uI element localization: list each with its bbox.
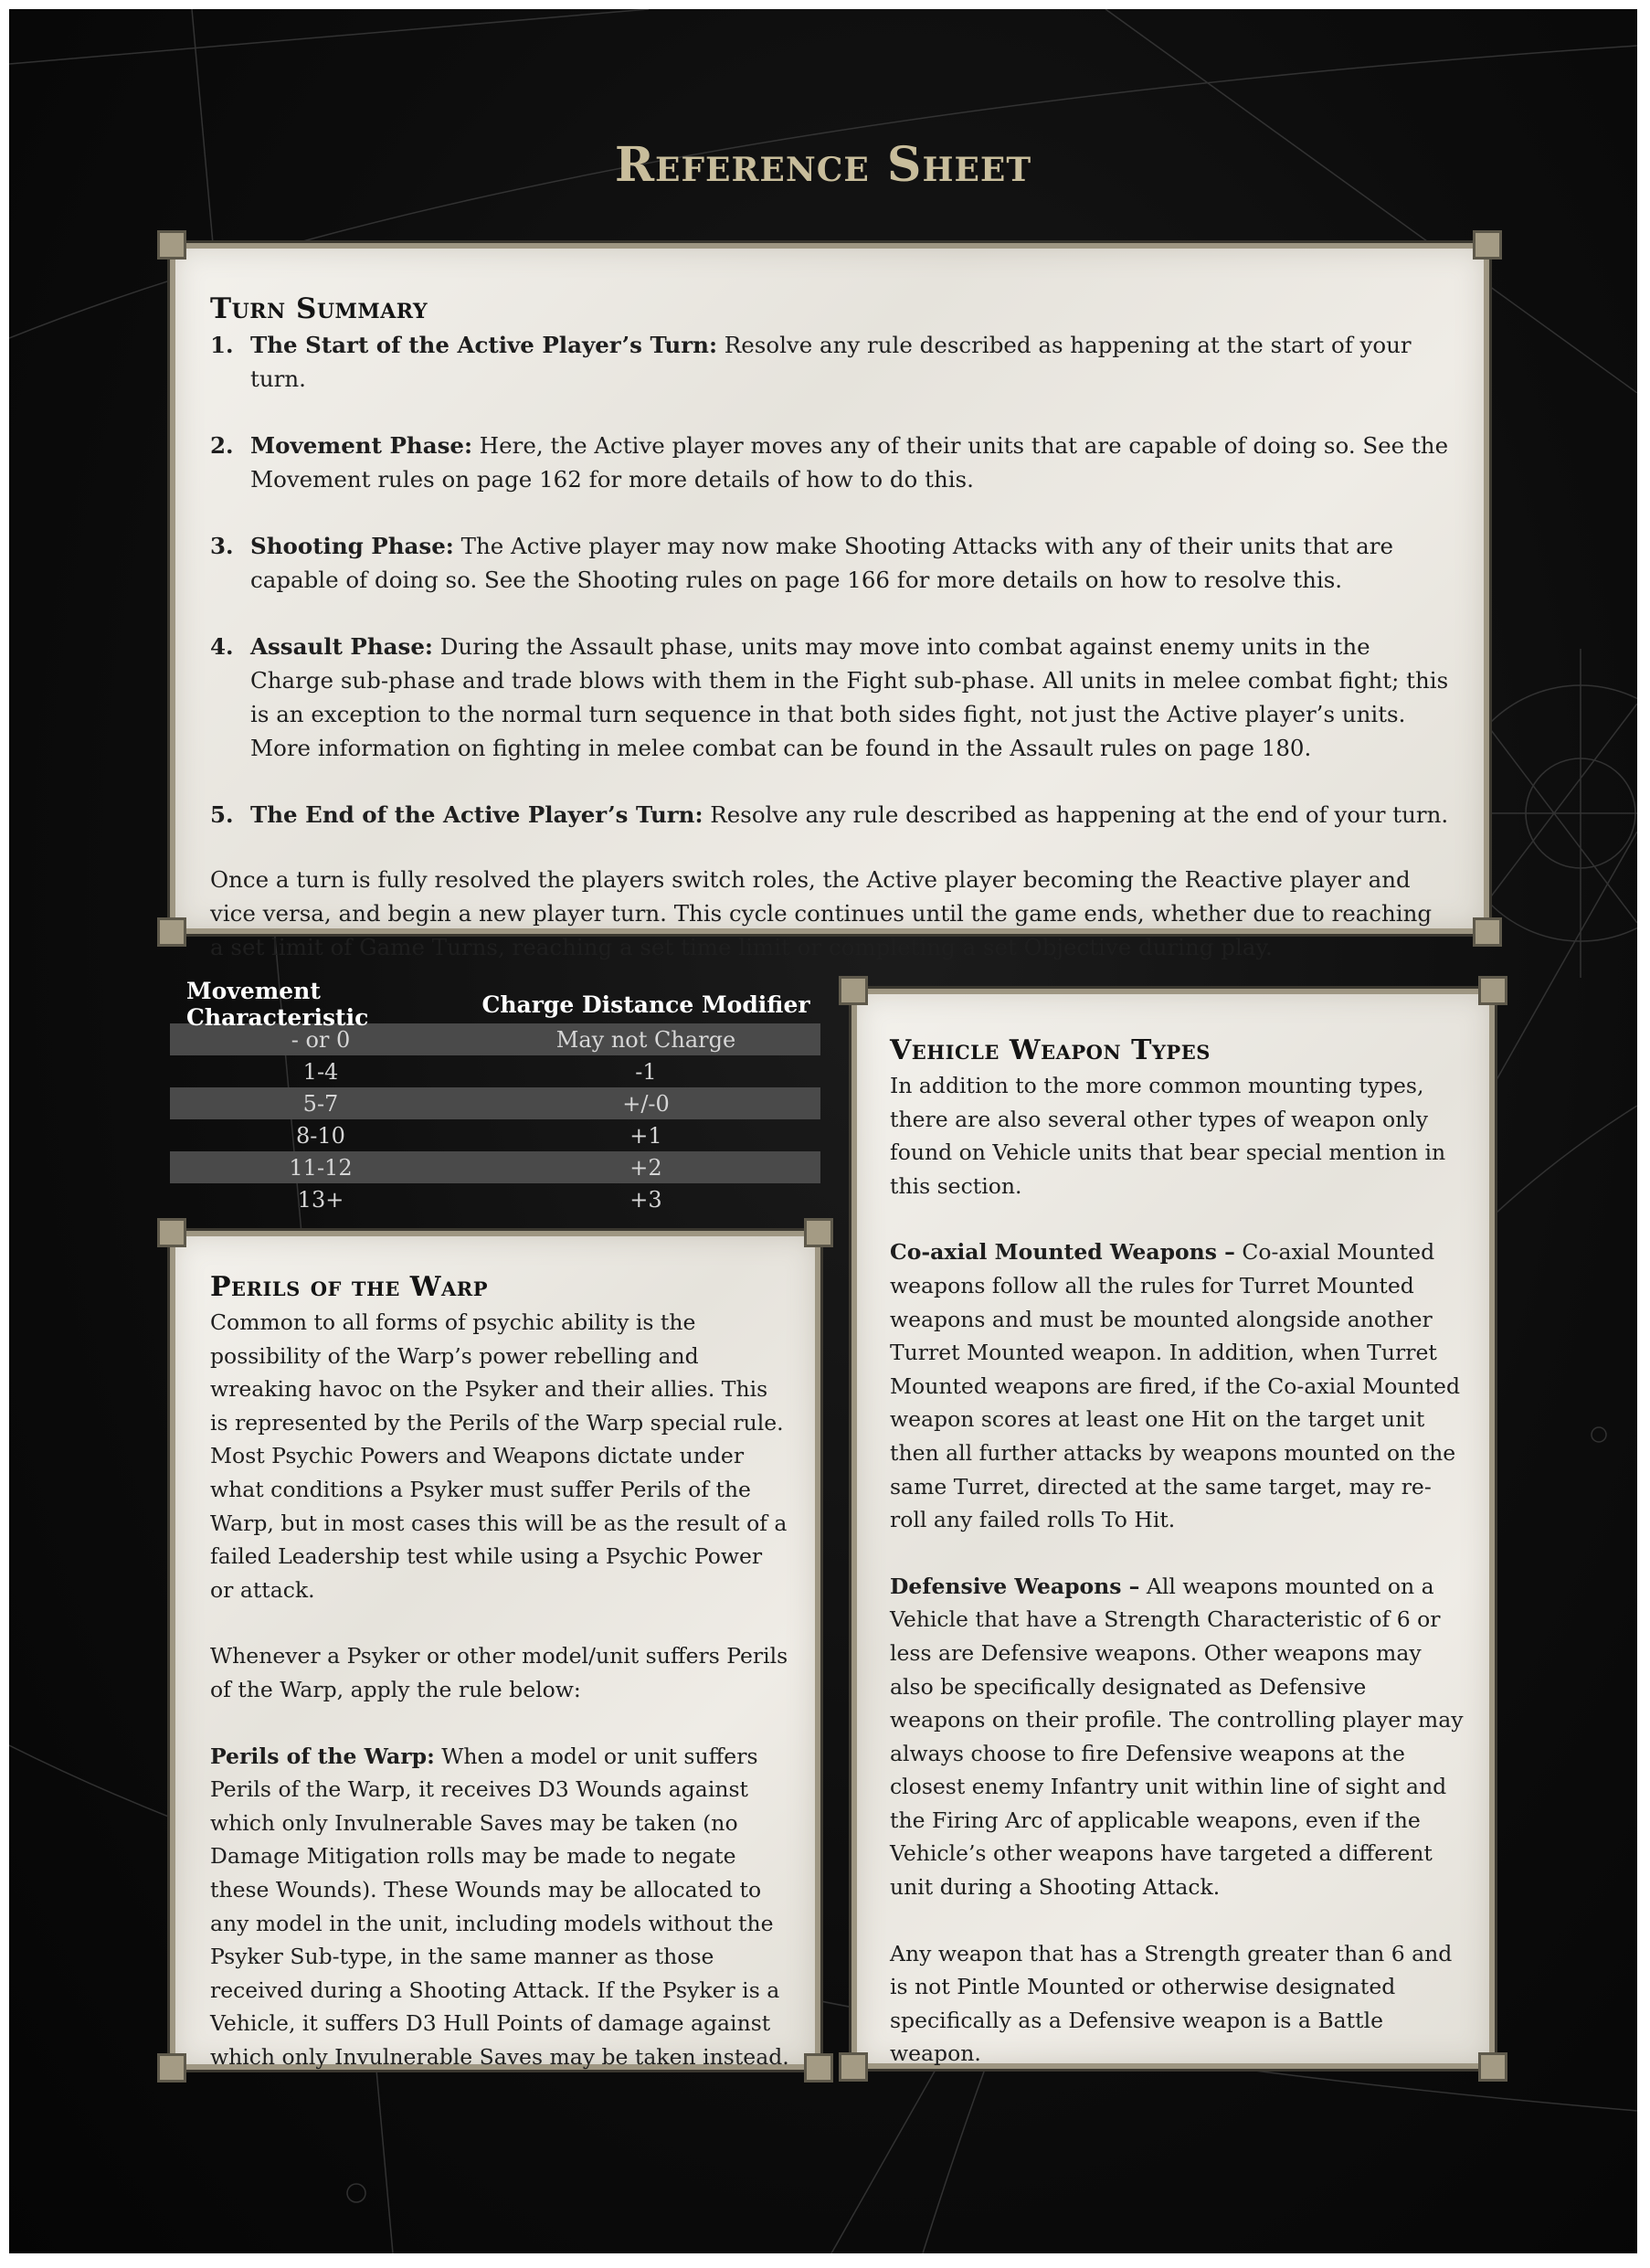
step-text	[250, 429, 1451, 496]
vehicle-weapon-types-panel	[851, 989, 1495, 2069]
charge-distance-table	[170, 978, 820, 1215]
step-number: 5.	[210, 801, 234, 828]
modifier-cell: +1	[629, 1122, 662, 1149]
table-row	[170, 1119, 820, 1151]
panel-corner	[157, 2053, 186, 2083]
header-movement-characteristic: Movement Characteristic	[186, 978, 369, 1031]
table-header-row	[170, 978, 820, 1031]
turn-summary-closing: Once a turn is fully resolved the players switch roles, the Active player becoming the Reactive player and vice versa, and begin a new player turn. This cycle continues until the game ends, whether due to reaching a set limit of Game Turns, reaching a set time limit or completing a set Objective during play.	[210, 866, 1433, 960]
coaxial-label: Co-axial Mounted Weapons –	[890, 1239, 1235, 1266]
movement-cell: 11-12	[289, 1154, 353, 1181]
table-row	[170, 1183, 820, 1215]
movement-cell: - or 0	[291, 1026, 351, 1053]
turn-step	[210, 630, 1451, 765]
movement-cell: 8-10	[296, 1122, 345, 1149]
perils-rule-label: Perils of the Warp:	[210, 1743, 435, 1769]
step-label: Movement Phase:	[250, 432, 472, 459]
defensive-label: Defensive Weapons –	[890, 1573, 1140, 1599]
panel-corner	[839, 976, 868, 1005]
turn-step	[210, 429, 1451, 496]
movement-cell: 13+	[297, 1186, 344, 1213]
table-row	[170, 1087, 820, 1119]
panel-corner	[157, 230, 186, 260]
panel-corner	[839, 2052, 868, 2082]
vehicle-intro: In addition to the more common mounting types, there are also several other types of weapon only found on Vehicle units that bear special mention in this section.	[890, 1073, 1446, 1199]
table-row	[170, 1023, 820, 1055]
perils-heading: Perils of the Warp	[210, 1271, 489, 1303]
movement-cell: 5-7	[302, 1090, 339, 1117]
perils-intro: Common to all forms of psychic ability is the possibility of the Warp’s power rebelling and wreaking havoc on the Psyker and their allies. This is represented by the Perils of the Warp special rule. Most Psychic Powers and Weapons dictate under what conditions a Psyker must suffer Perils of the Warp, but in most cases this will be as the result of a failed Leadership test while using a Psychic Power or attack.	[210, 1309, 788, 1603]
panel-corner	[1478, 2052, 1507, 2082]
step-text	[250, 798, 1451, 832]
panel-corner	[1478, 976, 1507, 1005]
modifier-cell: -1	[635, 1058, 657, 1085]
turn-steps-list	[210, 328, 1451, 832]
panel-corner	[1473, 917, 1502, 947]
panel-corner	[157, 1218, 186, 1247]
step-number: 1.	[210, 332, 234, 358]
step-description: The Active player may now make Shooting Attacks with any of their units that are capable of doing so. See the Shooting rules on page 166 for more details on how to resolve this.	[250, 533, 1394, 593]
turn-step	[210, 529, 1451, 597]
step-number: 2.	[210, 432, 234, 459]
step-description: Resolve any rule described as happening at the start of your turn.	[250, 332, 1412, 392]
turn-summary-panel	[170, 243, 1489, 960]
step-description: Here, the Active player moves any of their units that are capable of doing so. See the Movement rules on page 162 for more details of how to do this.	[250, 432, 1449, 493]
perils-paragraph: Whenever a Psyker or other model/unit suffers Perils of the Warp, apply the rule below:	[210, 1643, 788, 1702]
step-description: Resolve any rule described as happening at the end of your turn.	[703, 801, 1449, 828]
turn-summary-heading: Turn Summary	[210, 292, 428, 325]
modifier-cell: May not Charge	[555, 1026, 736, 1053]
step-label: Shooting Phase:	[250, 533, 454, 559]
defensive-paragraph	[890, 1570, 1465, 1904]
step-label: Assault Phase:	[250, 633, 433, 660]
perils-rule	[210, 1740, 789, 2074]
modifier-cell: +/-0	[622, 1090, 670, 1117]
defensive-text: All weapons mounted on a Vehicle that have a Strength Characteristic of 6 or less are Defensive weapons. Other weapons may also be specifically designated as Defensive weapons on their profile. The controlling player may always choose to fire Defensive weapons at the closest enemy Infantry unit within line of sight and the Firing Arc of applicable weapons, even if the Vehicle’s other weapons have targeted a different unit during a Shooting Attack.	[890, 1573, 1464, 1901]
step-text	[250, 630, 1451, 765]
step-text	[250, 529, 1451, 597]
step-description: During the Assault phase, units may move into combat against enemy units in the Charge sub-phase and trade blows with them in the Fight sub-phase. All units in melee combat fight; this is an exception to the normal turn sequence in that both sides fight, not just the Active player’s units. More information on fighting in melee combat can be found in the Assault rules on page 180.	[250, 633, 1449, 761]
coaxial-paragraph	[890, 1235, 1465, 1536]
vehicle-heading: Vehicle Weapon Types	[890, 1034, 1211, 1066]
page-background	[9, 9, 1637, 2253]
step-number: 4.	[210, 633, 234, 660]
turn-step	[210, 798, 1451, 832]
movement-cell: 1-4	[302, 1058, 339, 1085]
perils-rule-text: When a model or unit suffers Perils of the Warp, it receives D3 Wounds against which only Invulnerable Saves may be taken (no Damage Mitigation rolls may be made to negate these Wounds). These Wounds may be allocated to any model in the unit, including models without the Psyker Sub-type, in the same manner as those received during a Shooting Attack. If the Psyker is a Vehicle, it suffers D3 Hull Points of damage against which only Invulnerable Saves may be taken instead.	[210, 1743, 789, 2070]
step-label: The Start of the Active Player’s Turn:	[250, 332, 718, 358]
modifier-cell: +2	[629, 1154, 662, 1181]
table-row	[170, 1055, 820, 1087]
battle-weapon-paragraph: Any weapon that has a Strength greater than 6 and is not Pintle Mounted or otherwise designated specifically as a Defensive weapon is a Battle weapon.	[890, 1940, 1453, 2067]
step-number: 3.	[210, 533, 234, 559]
turn-step	[210, 328, 1451, 396]
coaxial-text: Co-axial Mounted weapons follow all the rules for Turret Mounted weapons and must be mounted alongside another Turret Mounted weapon. In addition, when Turret Mounted weapons are fired, if the Co-axial Mounted weapon scores at least one Hit on the target unit then all further attacks by weapons mounted on the same Turret, directed at the same target, may re-roll any failed rolls To Hit.	[890, 1239, 1461, 1533]
panel-corner	[157, 917, 186, 947]
perils-of-the-warp-panel	[170, 1231, 820, 2070]
page-title: Reference Sheet	[614, 137, 1032, 193]
step-label: The End of the Active Player’s Turn:	[250, 801, 703, 828]
modifier-cell: +3	[629, 1186, 662, 1213]
panel-corner	[804, 1218, 833, 1247]
header-charge-distance-modifier: Charge Distance Modifier	[481, 991, 810, 1018]
panel-corner	[1473, 230, 1502, 260]
panel-corner	[804, 2053, 833, 2083]
table-row	[170, 1151, 820, 1183]
step-text	[250, 328, 1451, 396]
